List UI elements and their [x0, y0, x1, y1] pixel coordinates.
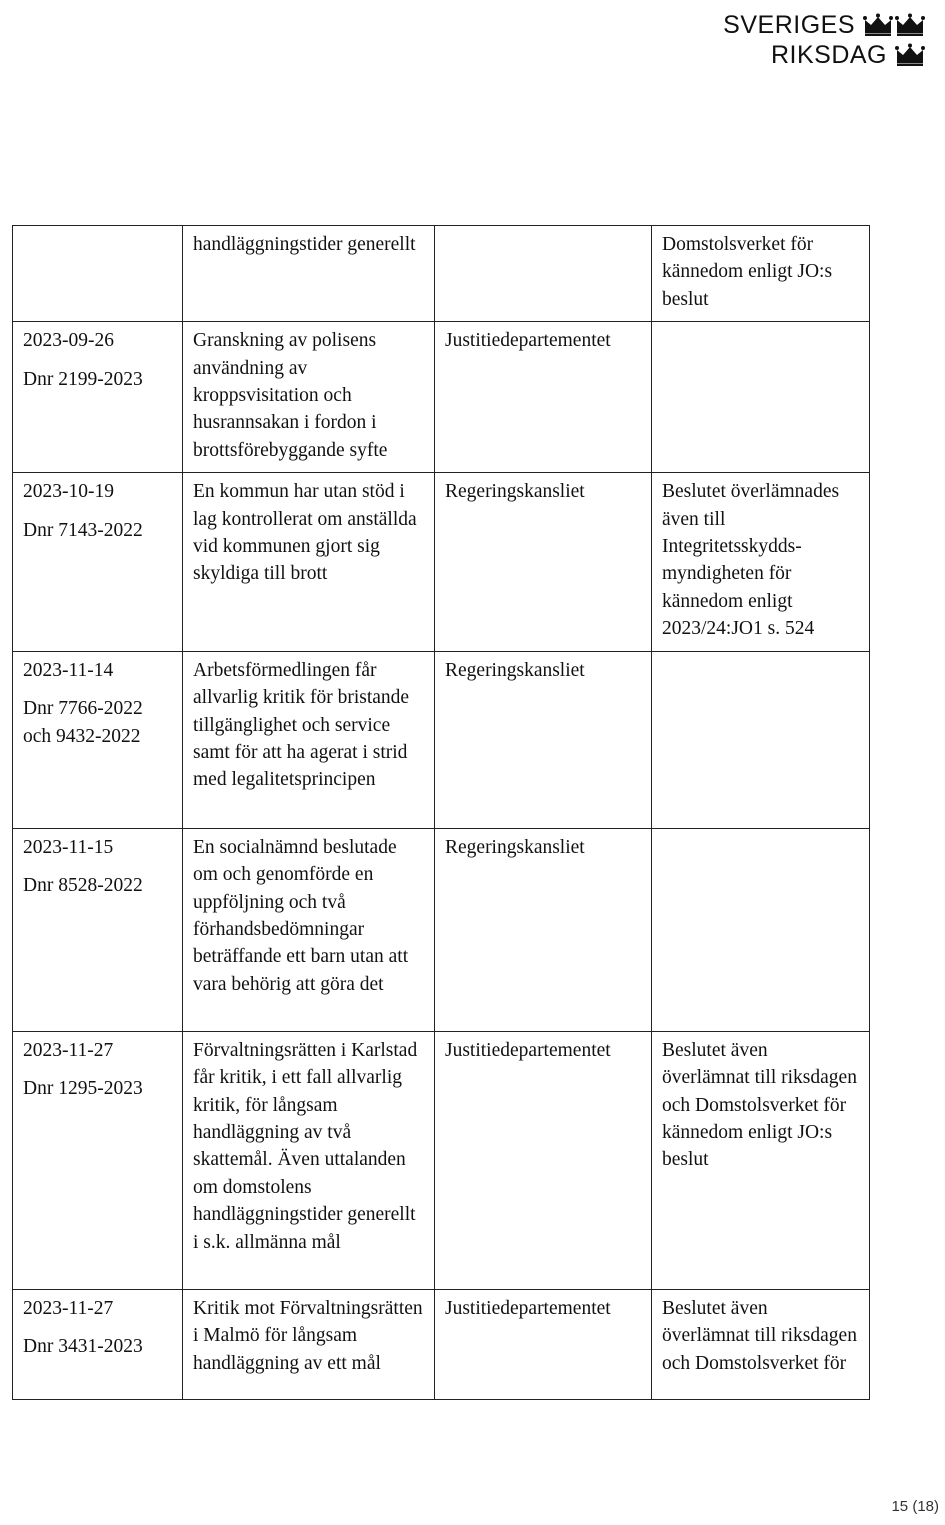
crown-icon	[895, 43, 925, 67]
case-number: Dnr 3431-2023	[23, 1336, 143, 1358]
recipient-cell: Justitiedepartementet	[435, 322, 652, 473]
date-cell	[13, 322, 183, 473]
page-number: 15 (18)	[891, 1498, 939, 1515]
note-text: Beslutet även överlämnat till riksdagen och Domstolsverket för	[662, 1297, 857, 1374]
decision-date: 2023-11-27	[23, 1297, 114, 1319]
note-cell	[652, 1289, 870, 1399]
subject-cell: handläggningstider generellt	[183, 226, 435, 322]
decision-date: 2023-11-27	[23, 1039, 114, 1061]
case-number-extra: och 9432-2022	[23, 725, 141, 747]
subject-cell: En socialnämnd beslutade om och genomförde en uppföljning och två förhandsbedömningar beträffande ett barn utan att vara behörig att göra det	[183, 828, 435, 1031]
recipient-cell: Regeringskansliet	[435, 828, 652, 1031]
table-row	[13, 1289, 870, 1399]
subject-cell: Förvaltningsrätten i Karlstad får kritik, i ett fall allvarlig kritik, för långsam handläggning av två skattemål. Även uttalanden om domstolens handläggningstider generellt i s.k. allmänna mål	[183, 1031, 435, 1289]
date-cell	[13, 1031, 183, 1289]
decision-table	[12, 225, 870, 1400]
recipient-cell: Justitiedepartementet	[435, 1031, 652, 1289]
table-row	[13, 226, 870, 322]
table-row	[13, 473, 870, 651]
case-number: Dnr 2199-2023	[23, 368, 143, 390]
recipient-cell: Regeringskansliet	[435, 651, 652, 828]
subject-cell: Kritik mot Förvaltningsrätten i Malmö för långsam handläggning av ett mål	[183, 1289, 435, 1399]
note-cell	[652, 651, 870, 828]
decision-date: 2023-11-14	[23, 659, 114, 681]
decision-date: 2023-11-15	[23, 836, 114, 858]
crown-icon	[863, 13, 893, 37]
decision-date: 2023-09-26	[23, 330, 114, 352]
note-cell: Beslutet även överlämnat till riksdagen och Domstolsverket för kännedom enligt JO:s beslut	[652, 1031, 870, 1289]
recipient-cell: Regeringskansliet	[435, 473, 652, 651]
note-cell	[652, 828, 870, 1031]
case-number: Dnr 8528-2022	[23, 875, 143, 897]
date-cell	[13, 226, 183, 322]
note-cell: Beslutet överlämnades även till Integritetsskydds-myndigheten för kännedom enligt 2023/24:JO1 s. 524	[652, 473, 870, 651]
date-cell	[13, 473, 183, 651]
subject-cell: Granskning av polisens användning av kroppsvisitation och husrannsakan i fordon i brottsförebyggande syfte	[183, 322, 435, 473]
case-number: Dnr 1295-2023	[23, 1078, 143, 1100]
riksdag-logo	[723, 10, 925, 70]
decision-date: 2023-10-19	[23, 481, 114, 503]
table-row	[13, 651, 870, 828]
crown-icon	[895, 13, 925, 37]
table-row	[13, 828, 870, 1031]
logo-text-sveriges: SVERIGES	[723, 11, 855, 39]
note-cell: Domstolsverket för kännedom enligt JO:s beslut	[652, 226, 870, 322]
case-number: Dnr 7143-2022	[23, 519, 143, 541]
date-cell	[13, 651, 183, 828]
logo-text-riksdag: RIKSDAG	[770, 41, 887, 69]
table-row	[13, 1031, 870, 1289]
table-row	[13, 322, 870, 473]
date-cell	[13, 828, 183, 1031]
recipient-cell: Justitiedepartementet	[435, 1289, 652, 1399]
note-cell	[652, 322, 870, 473]
date-cell	[13, 1289, 183, 1399]
subject-cell: Arbetsförmedlingen får allvarlig kritik för bristande tillgänglighet och service samt för att ha agerat i strid med legalitetsprincipen	[183, 651, 435, 828]
case-number: Dnr 7766-2022	[23, 698, 143, 720]
recipient-cell	[435, 226, 652, 322]
subject-cell: En kommun har utan stöd i lag kontrollerat om anställda vid kommunen gjort sig skyldiga till brott	[183, 473, 435, 651]
